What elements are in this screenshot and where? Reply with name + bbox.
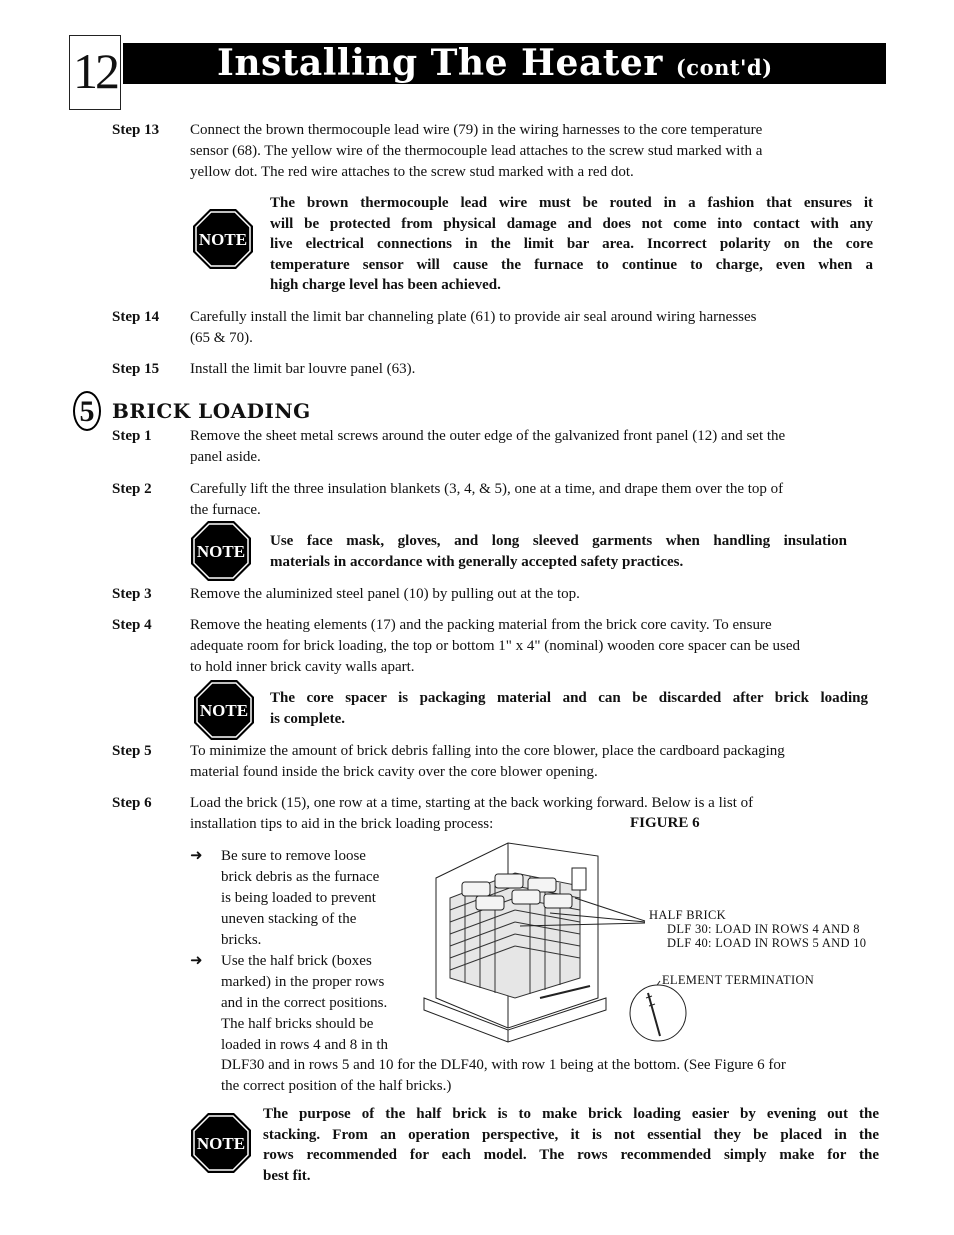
step-line: to hold inner brick cavity walls apart.	[190, 659, 415, 675]
note-thermocouple	[270, 193, 873, 296]
caption-half-brick: HALF BRICK	[649, 908, 726, 922]
tip-line: Use the half brick (boxes	[221, 953, 372, 969]
step-line: Carefully install the limit bar channeling plate (61) to provide air seal around wiring harnesses	[190, 309, 757, 325]
note-line: The purpose of the half brick is to make brick loading easier by evening out the	[263, 1106, 879, 1122]
tip-line: brick debris as the furnace	[221, 869, 380, 885]
note-label: NOTE	[196, 542, 246, 561]
step-text	[190, 307, 757, 349]
note-line: high charge level has been achieved.	[270, 277, 501, 294]
step-text	[190, 359, 415, 380]
step-text	[190, 615, 800, 678]
step-line: Install the limit bar louvre panel (63).	[190, 361, 416, 377]
step-label: Step 13	[112, 122, 160, 138]
page-number: 12	[69, 35, 121, 110]
step-line: Remove the aluminized steel panel (10) by pulling out at the top.	[190, 586, 580, 602]
tip-line: the correct position of the half bricks.)	[221, 1078, 452, 1094]
step-line: Connect the brown thermocouple lead wire (79) in the wiring harnesses to the core temperature	[190, 122, 763, 138]
note-label: NOTE	[198, 230, 248, 249]
step-line: sensor (68). The yellow wire of the thermocouple lead attaches to the screw stud marked with a	[190, 143, 763, 159]
step-line: Remove the sheet metal screws around the outer edge of the galvanized front panel (12) and set the	[190, 428, 786, 444]
tip-line: is being loaded to prevent	[221, 890, 376, 906]
note-line: temperature sensor will cause the furnace to continue to charge, even when a	[270, 256, 873, 273]
step-label: Step 15	[112, 361, 160, 377]
arrow-right-icon: ➜	[190, 953, 203, 969]
step-line: panel aside.	[190, 449, 261, 465]
step-label: Step 5	[112, 743, 152, 759]
tip-line: and in the correct positions.	[221, 995, 388, 1011]
page-title	[217, 43, 773, 88]
note-stop-sign-icon	[193, 679, 255, 741]
step-label: Step 6	[112, 795, 152, 811]
tip-line: loaded in rows 4 and 8 in th	[221, 1037, 389, 1053]
step-text	[190, 120, 762, 183]
caption-dlf40: DLF 40: LOAD IN ROWS 5 AND 10	[667, 936, 867, 950]
step-line: (65 & 70).	[190, 330, 253, 346]
figure-label: FIGURE 6	[630, 815, 700, 831]
step-text	[190, 584, 580, 605]
arrow-right-icon: ➜	[190, 848, 203, 864]
step-line: installation tips to aid in the brick loading process:	[190, 816, 494, 832]
step-line: Load the brick (15), one row at a time, starting at the back working forward. Below is a list of	[190, 795, 754, 811]
note-line: best fit.	[263, 1167, 311, 1184]
tip-line: bricks.	[221, 932, 262, 948]
step-label: Step 3	[112, 586, 152, 602]
note-label: NOTE	[196, 1134, 246, 1153]
step-line: the furnace.	[190, 502, 261, 518]
note-stop-sign-icon	[192, 208, 254, 270]
title-bar	[123, 43, 886, 84]
note-core-spacer	[270, 688, 868, 729]
step-line: yellow dot. The red wire attaches to the screw stud marked with a red dot.	[190, 164, 634, 180]
tip-line: The half bricks should be	[221, 1016, 374, 1032]
step-label: Step 14	[112, 309, 160, 325]
note-label: NOTE	[199, 701, 249, 720]
tip-line: Be sure to remove loose	[221, 848, 366, 864]
step-label: Step 2	[112, 481, 152, 497]
tip-text	[221, 846, 379, 951]
step-text	[190, 426, 785, 468]
note-stop-sign-icon	[190, 1112, 252, 1174]
note-half-brick	[263, 1104, 879, 1186]
step-line: adequate room for brick loading, the top or bottom 1" x 4" (nominal) wooden core spacer can be used	[190, 638, 800, 654]
note-line: will be protected from physical damage and does not come into contact with any	[270, 215, 873, 232]
caption-element-termination: ELEMENT TERMINATION	[662, 973, 815, 987]
step-line: To minimize the amount of brick debris falling into the core blower, place the cardboard packaging	[190, 743, 785, 759]
note-line: Use face mask, gloves, and long sleeved garments when handling insulation	[270, 533, 847, 549]
step-text	[190, 741, 785, 783]
step-line: material found inside the brick cavity over the core blower opening.	[190, 764, 598, 780]
note-line: live electrical connections in the limit bar area. Incorrect polarity on the core	[270, 236, 873, 253]
step-label: Step 1	[112, 428, 152, 444]
step-line: Carefully lift the three insulation blankets (3, 4, & 5), one at a time, and drape them over the top of	[190, 481, 784, 497]
note-line: is complete.	[270, 710, 345, 727]
step-text	[190, 479, 783, 521]
section-title: BRICK LOADING	[112, 399, 311, 423]
caption-dlf30: DLF 30: LOAD IN ROWS 4 AND 8	[667, 922, 860, 936]
note-line: stacking. From an operation perspective, it is not essential they be placed in the	[263, 1126, 879, 1143]
page-title-main: Installing The Heater	[217, 42, 663, 84]
note-line: rows recommended for each model. The rows recommended simply make for the	[263, 1147, 879, 1164]
section-number: 5	[73, 391, 101, 431]
note-safety	[270, 531, 847, 572]
tip-line: uneven stacking of the	[221, 911, 357, 927]
tip-line: DLF30 and in rows 5 and 10 for the DLF40, with row 1 being at the bottom. (See Figure 6 for	[221, 1057, 786, 1073]
tip-continuation	[221, 1055, 786, 1097]
step-label: Step 4	[112, 617, 152, 633]
note-line: materials in accordance with generally accepted safety practices.	[270, 553, 684, 570]
step-line: Remove the heating elements (17) and the packing material from the brick core cavity. To ensure	[190, 617, 772, 633]
note-line: The brown thermocouple lead wire must be routed in a fashion that ensures it	[270, 195, 873, 211]
note-line: The core spacer is packaging material and can be discarded after brick loading	[270, 690, 868, 706]
tip-line: marked) in the proper rows	[221, 974, 385, 990]
page-title-suffix: (cont'd)	[675, 55, 773, 80]
tip-text	[221, 951, 388, 1056]
note-stop-sign-icon	[190, 520, 252, 582]
